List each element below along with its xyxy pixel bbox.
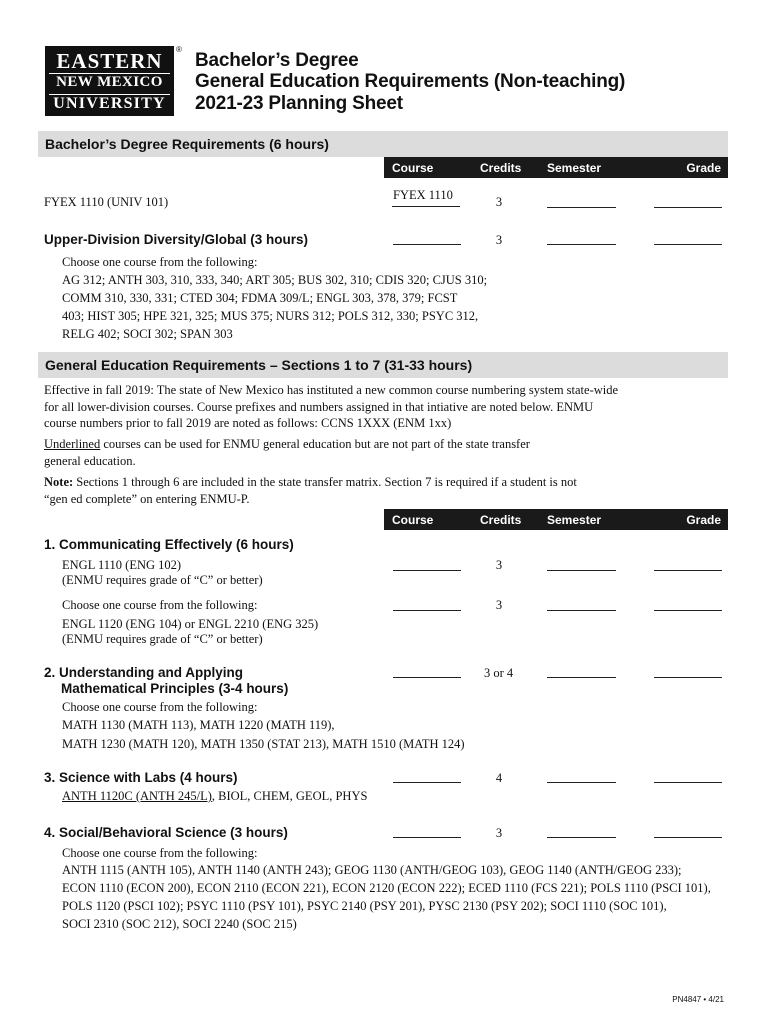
udg-intro: Choose one course from the following: (62, 255, 258, 269)
grade-blank[interactable] (654, 570, 722, 571)
note-rest: Sections 1 through 6 are included in the state transfer matrix. Section 7 is required if a student is not (73, 475, 577, 489)
intro-line: for all lower-division courses. Course prefixes and numbers assigned in that intiative are noted below. ENMU (44, 400, 594, 414)
course-blank[interactable] (393, 837, 461, 838)
underlined-word: Underlined (44, 437, 101, 451)
s2-line: MATH 1230 (MATH 120), MATH 1350 (STAT 213), MATH 1510 (MATH 124) (62, 737, 465, 751)
s4-line: ANTH 1115 (ANTH 105), ANTH 1140 (ANTH 243); GEOG 1130 (ANTH/GEOG 103), GEOG 1140 (ANTH/GEOG 233); (62, 863, 682, 877)
col-credits: Credits (480, 513, 522, 527)
col-semester: Semester (547, 161, 602, 175)
table-header (384, 509, 728, 530)
s3-rest: , BIOL, CHEM, GEOL, PHYS (211, 789, 368, 803)
col-grade: Grade (686, 161, 721, 175)
grade-blank[interactable] (654, 244, 722, 245)
underlined-note-line2: general education. (44, 454, 136, 468)
grade-blank[interactable] (654, 677, 722, 678)
udg-line: COMM 310, 330, 331; CTED 304; FDMA 309/L; ENGL 303, 378, 379; FCST (62, 291, 458, 305)
udg-line: AG 312; ANTH 303, 310, 333, 340; ART 305; BUS 302, 310; CDIS 320; CJUS 310; (62, 273, 488, 287)
logo-line-university: UNIVERSITY (53, 95, 166, 112)
section3-heading: 3. Science with Labs (4 hours) (44, 770, 238, 785)
s3-courses (62, 789, 367, 804)
s1-b-line1: ENGL 1120 (ENG 104) or ENGL 2210 (ENG 325) (62, 617, 319, 631)
col-grade: Grade (686, 513, 721, 527)
s4-line: POLS 1120 (PSCI 102); PSYC 1110 (PSY 101), PSYC 2140 (PSY 201), PYSC 2130 (PSY 202); SOCI 1110 (SOC 101), (62, 899, 667, 913)
logo-line-new-mexico: NEW MEXICO (56, 74, 163, 90)
section1-heading: 1. Communicating Effectively (6 hours) (44, 537, 294, 552)
s4-line: SOCI 2310 (SOC 212), SOCI 2240 (SOC 215) (62, 917, 297, 931)
form-code: PN4847 • 4/21 (672, 995, 724, 1004)
section2-heading: 2. Understanding and Applying (44, 665, 244, 680)
section4-heading: 4. Social/Behavioral Science (3 hours) (44, 825, 288, 840)
registered-mark: ® (176, 45, 182, 54)
page-title-line2: General Education Requirements (Non-teaching) (195, 71, 626, 92)
course-blank[interactable] (392, 206, 460, 207)
fyex-label: FYEX 1110 (UNIV 101) (44, 195, 169, 209)
col-course: Course (392, 513, 434, 527)
grade-blank[interactable] (654, 782, 722, 783)
s3-underlined-course: ANTH 1120C (ANTH 245/L) (62, 789, 212, 803)
udg-line: RELG 402; SOCI 302; SPAN 303 (62, 327, 233, 341)
s1-a-line1: ENGL 1110 (ENG 102) (62, 558, 182, 572)
semester-blank[interactable] (547, 244, 616, 245)
credits-value: 3 (495, 558, 503, 572)
credits-value: 3 (495, 826, 503, 840)
course-blank[interactable] (393, 782, 461, 783)
intro-line: course numbers prior to fall 2019 are noted as follows: CCNS 1XXX (ENM 1xx) (44, 416, 452, 430)
note-line2: “gen ed complete” on entering ENMU-P. (44, 492, 250, 506)
course-blank[interactable] (393, 610, 461, 611)
course-blank[interactable] (393, 677, 461, 678)
semester-blank[interactable] (547, 837, 616, 838)
credits-value: 3 or 4 (484, 666, 514, 680)
semester-blank[interactable] (547, 207, 616, 208)
s2-line: MATH 1130 (MATH 113), MATH 1220 (MATH 119), (62, 718, 335, 732)
s1-a-line2: (ENMU requires grade of “C” or better) (62, 573, 263, 587)
semester-blank[interactable] (547, 570, 616, 571)
page-title-line1: Bachelor’s Degree (195, 50, 359, 71)
credits-value: 4 (495, 771, 503, 785)
note-label: Note: (44, 475, 74, 489)
university-logo (45, 46, 174, 116)
section2-heading-line2: Mathematical Principles (3-4 hours) (61, 681, 289, 696)
col-semester: Semester (547, 513, 602, 527)
note (44, 475, 577, 490)
udg-line: 403; HIST 305; HPE 321, 325; MUS 375; NURS 312; POLS 312, 330; PSYC 312, (62, 309, 479, 323)
semester-blank[interactable] (547, 677, 616, 678)
section-heading: General Education Requirements – Sections 1 to 7 (31-33 hours) (45, 357, 473, 373)
credits-value: 3 (495, 233, 503, 247)
grade-blank[interactable] (654, 207, 722, 208)
course-blank[interactable] (393, 244, 461, 245)
intro-line: Effective in fall 2019: The state of New Mexico has instituted a new common course numbering system state-wide (44, 383, 619, 397)
grade-blank[interactable] (654, 837, 722, 838)
s2-intro: Choose one course from the following: (62, 700, 258, 714)
credits-value: 3 (495, 195, 503, 209)
s1-b-intro: Choose one course from the following: (62, 598, 258, 612)
credits-value: 3 (495, 598, 503, 612)
semester-blank[interactable] (547, 610, 616, 611)
col-credits: Credits (480, 161, 522, 175)
udg-heading: Upper-Division Diversity/Global (3 hours) (44, 232, 309, 247)
fyex-course-value: FYEX 1110 (393, 188, 453, 202)
s4-intro: Choose one course from the following: (62, 846, 258, 860)
underlined-note (44, 437, 530, 452)
s4-line: ECON 1110 (ECON 200), ECON 2110 (ECON 221), ECON 2120 (ECON 222); ECED 1110 (FCS 221); POLS 1110 (PSCI 101), (62, 881, 711, 895)
grade-blank[interactable] (654, 610, 722, 611)
table-header (384, 157, 728, 178)
section-band-bachelor (38, 131, 728, 157)
course-blank[interactable] (393, 570, 461, 571)
col-course: Course (392, 161, 434, 175)
s1-b-line2: (ENMU requires grade of “C” or better) (62, 632, 263, 646)
logo-line-eastern: EASTERN (56, 49, 163, 73)
page-title-line3: 2021-23 Planning Sheet (195, 93, 403, 114)
section-band-gened (38, 352, 728, 378)
underlined-rest: courses can be used for ENMU general education but are not part of the state transfer (100, 437, 530, 451)
semester-blank[interactable] (547, 782, 616, 783)
section-heading: Bachelor’s Degree Requirements (6 hours) (45, 136, 329, 152)
